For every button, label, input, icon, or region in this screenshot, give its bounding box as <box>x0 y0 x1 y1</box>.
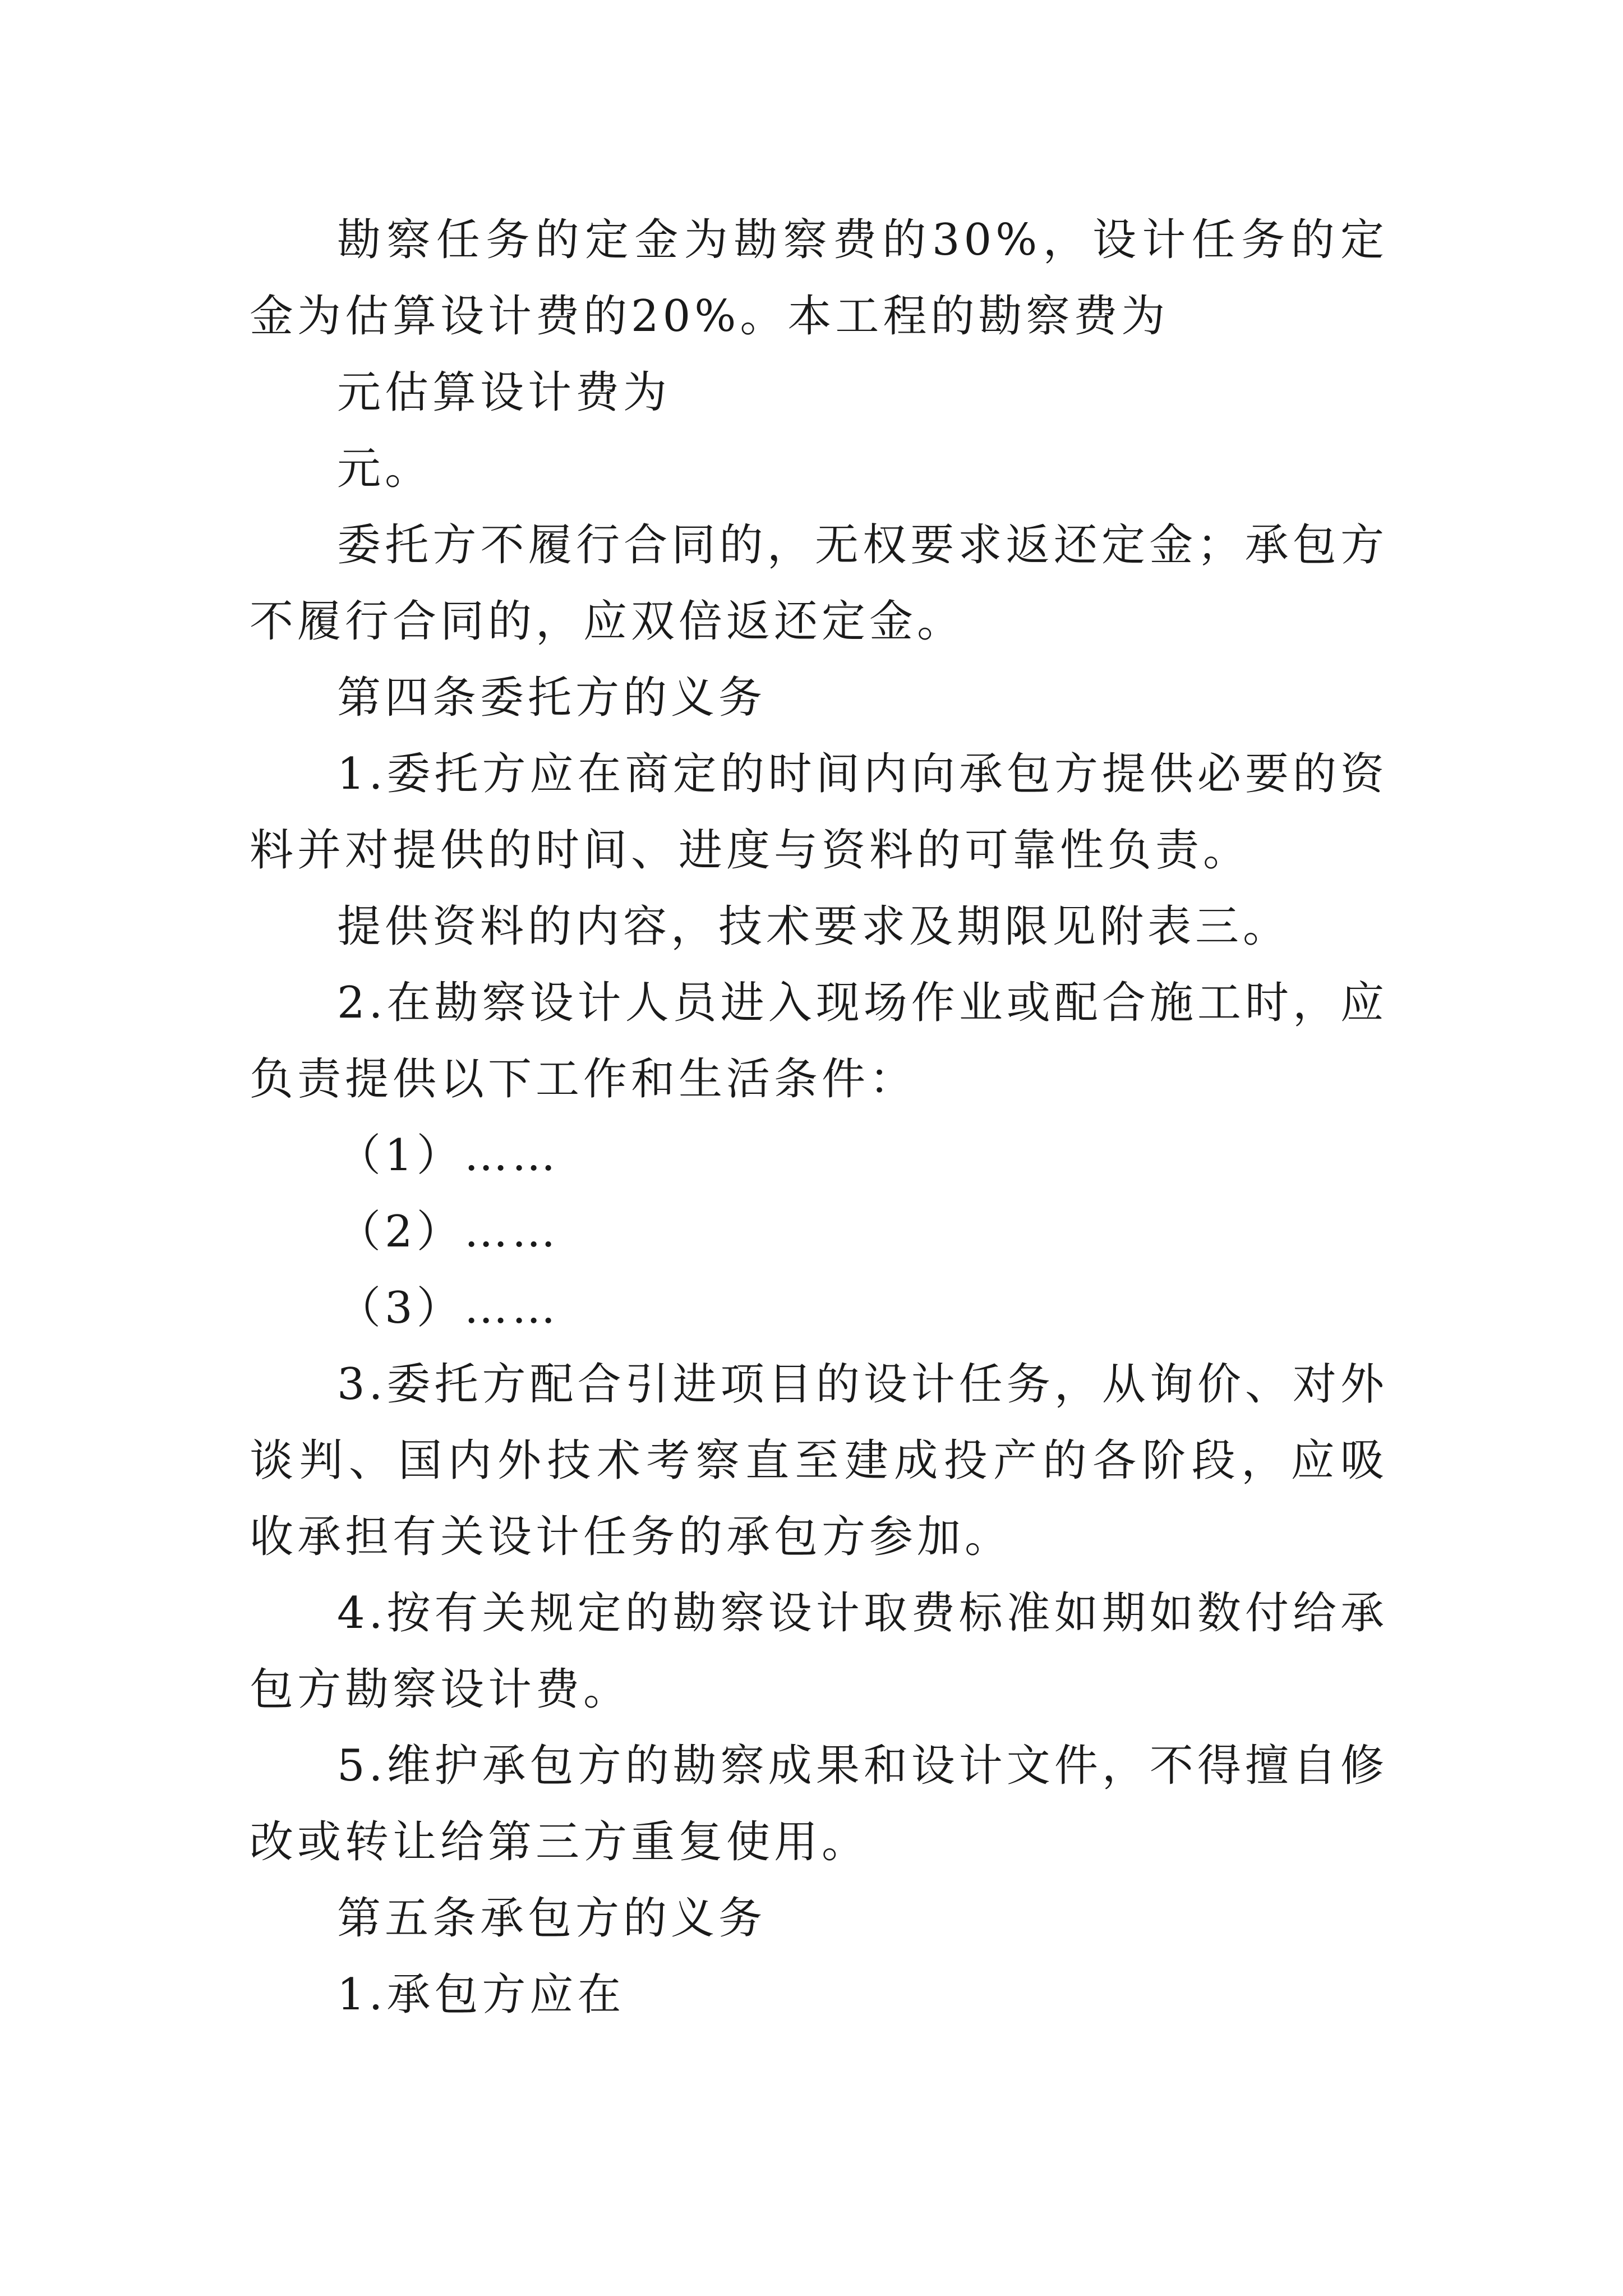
paragraph-contractor-obligation-1: 1.承包方应在 <box>337 1970 625 2020</box>
paragraph-estimated-design-fee: 元估算设计费为 <box>337 367 671 418</box>
paragraph-obligation-2: 2.在勘察设计人员进入现场作业或配合施工时，应负责提供以下工作和生活条件： <box>250 978 1388 1105</box>
paragraph-obligation-1: 1.委托方应在商定的时间内向承包方提供必要的资料并对提供的时间、进度与资料的可靠性负责。 <box>250 749 1388 876</box>
section-heading-article-5: 第五条承包方的义务 <box>337 1893 767 1944</box>
paragraph-obligation-5: 5.维护承包方的勘察成果和设计文件，不得擅自修改或转让给第三方重复使用。 <box>250 1741 1388 1867</box>
list-item-1: （1）…… <box>337 1130 560 1181</box>
paragraph-obligation-3: 3.委托方配合引进项目的设计任务，从询价、对外谈判、国内外技术考察直至建成投产的各阶段，应吸收承担有关设计任务的承包方参加。 <box>250 1359 1388 1562</box>
paragraph-deposit-return: 委托方不履行合同的，无权要求返还定金；承包方不履行合同的，应双倍返还定金。 <box>250 520 1388 647</box>
list-item-2: （2）…… <box>337 1207 560 1257</box>
list-item-3: （3）…… <box>337 1283 560 1333</box>
paragraph-materials-appendix: 提供资料的内容，技术要求及期限见附表三。 <box>337 901 1291 952</box>
section-heading-article-4: 第四条委托方的义务 <box>337 673 767 723</box>
document-body <box>250 202 1388 2033</box>
paragraph-obligation-4: 4.按有关规定的勘察设计取费标准如期如数付给承包方勘察设计费。 <box>250 1588 1388 1715</box>
paragraph-yuan: 元。 <box>337 444 433 494</box>
paragraph-deposit-terms: 勘察任务的定金为勘察费的30%，设计任务的定金为估算设计费的20%。本工程的勘察费为 <box>250 215 1388 342</box>
